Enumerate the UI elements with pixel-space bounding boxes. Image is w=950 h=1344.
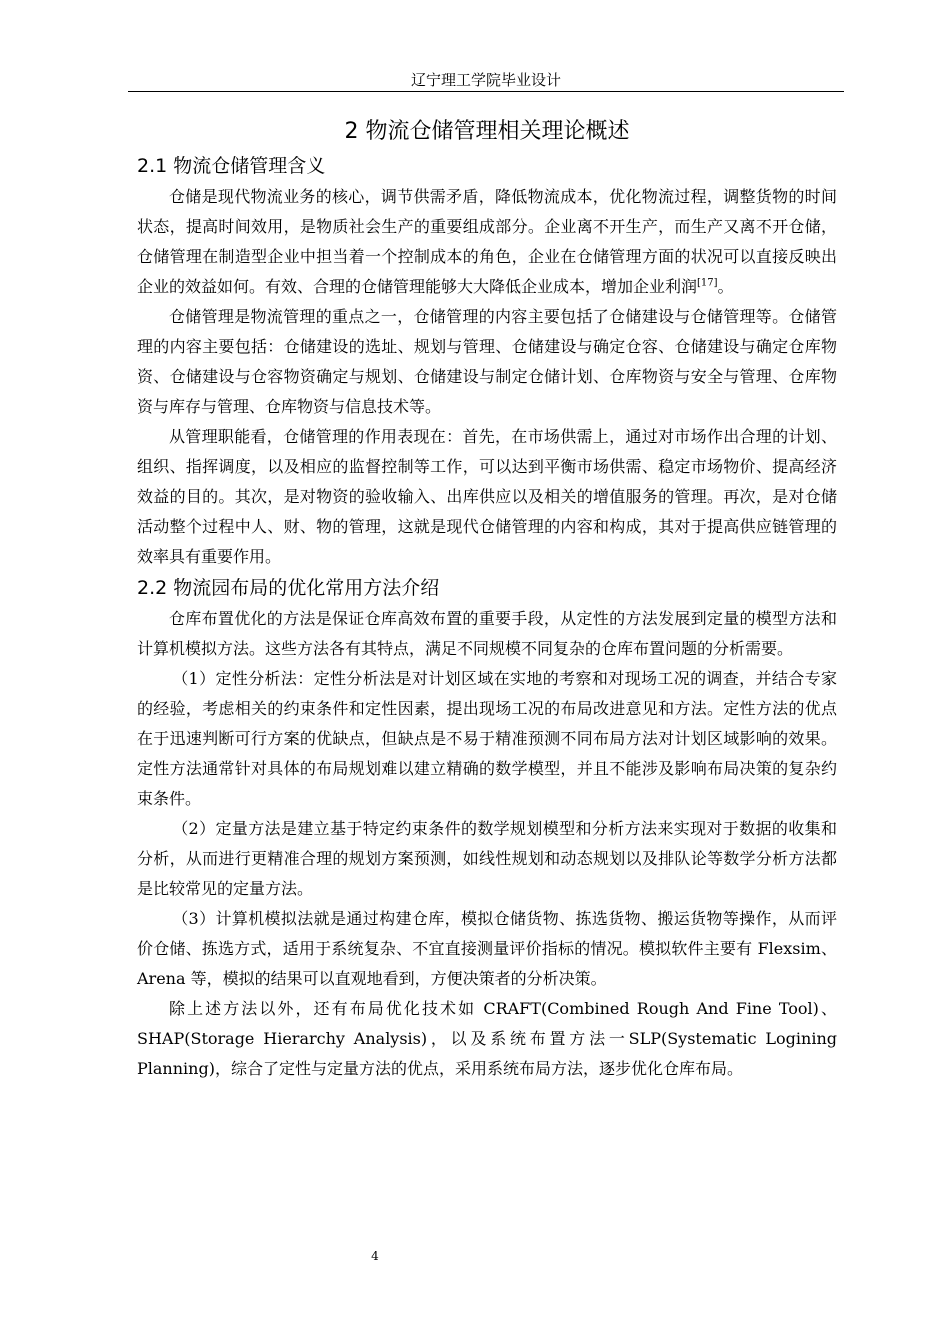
list-item-qualitative: （1）定性分析法：定性分析法是对计划区域在实地的考察和对现场工况的调查，并结合专家的经验，考虑相关的约束条件和定性因素，提出现场工况的布局改进意见和方法。定性方法的优点在于迅速判断可行方案的优缺点，但缺点是不易于精准预测不同布局方法对计划区域影响的效果。定性方法通常针对具体的布局规划难以建立精确的数学模型，并且不能涉及影响布局决策的复杂约束条件。 [137, 669, 837, 808]
chapter-title: 2 物流仓储管理相关理论概述 [344, 119, 630, 144]
paragraph: 仓储管理是物流管理的重点之一，仓储管理的内容主要包括了仓储建设与仓储管理等。仓储管理的内容主要包括：仓储建设的选址、规划与管理、仓储建设与确定仓容、仓储建设与确定仓库物资、仓储建设与仓容物资确定与规划、仓储建设与制定仓储计划、仓库物资与安全与管理、仓库物资与库存与管理、仓库物资与信息技术等。 [137, 307, 837, 416]
list-item-simulation: （3）计算机模拟法就是通过构建仓库，模拟仓储货物、拣选货物、搬运货物等操作，从而评价仓储、拣选方式，适用于系统复杂、不宜直接测量评价指标的情况。模拟软件主要有 Flexsim、Arena 等，模拟的结果可以直观地看到，方便决策者的分析决策。 [137, 909, 837, 988]
page-number: 4 [371, 1249, 379, 1263]
page-footer [0, 1248, 950, 1264]
paragraph: 除上述方法以外，还有布局优化技术如 CRAFT(Combined Rough And Fine Tool)、SHAP(Storage Hierarchy Analysis)，以及系统布置方法一SLP(Systematic Logining Planning)，综合了定性与定量方法的优点，采用系统布局方法，逐步优化仓库布局。 [137, 999, 837, 1078]
section-heading-2-2: 2.2 物流园布局的优化常用方法介绍 [137, 577, 440, 599]
list-item-quantitative: （2）定量方法是建立基于特定约束条件的数学规划模型和分析方法来实现对于数据的收集和分析，从而进行更精准合理的规划方案预测，如线性规划和动态规划以及排队论等数学分析方法都是比较常见的定量方法。 [137, 819, 837, 898]
paragraph: 仓库布置优化的方法是保证仓库高效布置的重要手段，从定性的方法发展到定量的模型方法和计算机模拟方法。这些方法各有其特点，满足不同规模不同复杂的仓库布置问题的分析需要。 [137, 609, 837, 658]
paragraph: 从管理职能看，仓储管理的作用表现在：首先，在市场供需上，通过对市场作出合理的计划、组织、指挥调度，以及相应的监督控制等工作，可以达到平衡市场供需、稳定市场物价、提高经济效益的目的。其次，是对物资的验收输入、出库供应以及相关的增值服务的管理。再次，是对仓储活动整个过程中人、财、物的管理，这就是现代仓储管理的内容和构成，其对于提高供应链管理的效率具有重要作用。 [137, 427, 837, 566]
citation: [17] [697, 277, 718, 289]
paragraph-end: 。 [717, 277, 734, 296]
page-content [137, 114, 837, 1084]
section-heading-2-1: 2.1 物流仓储管理含义 [137, 155, 326, 177]
page-header: 辽宁理工学院毕业设计 [410, 71, 561, 89]
paragraph [137, 182, 837, 302]
paragraph-text: 仓储是现代物流业务的核心，调节供需矛盾，降低物流成本，优化物流过程，调整货物的时间状态，提高时间效用，是物质社会生产的重要组成部分。企业离不开生产，而生产又离不开仓储，仓储管理在制造型企业中担当着一个控制成本的角色，企业在仓储管理方面的状况可以直接反映出企业的效益如何。有效、合理的仓储管理能够大大降低企业成本，增加企业利润 [137, 187, 837, 296]
header-divider [128, 91, 844, 92]
